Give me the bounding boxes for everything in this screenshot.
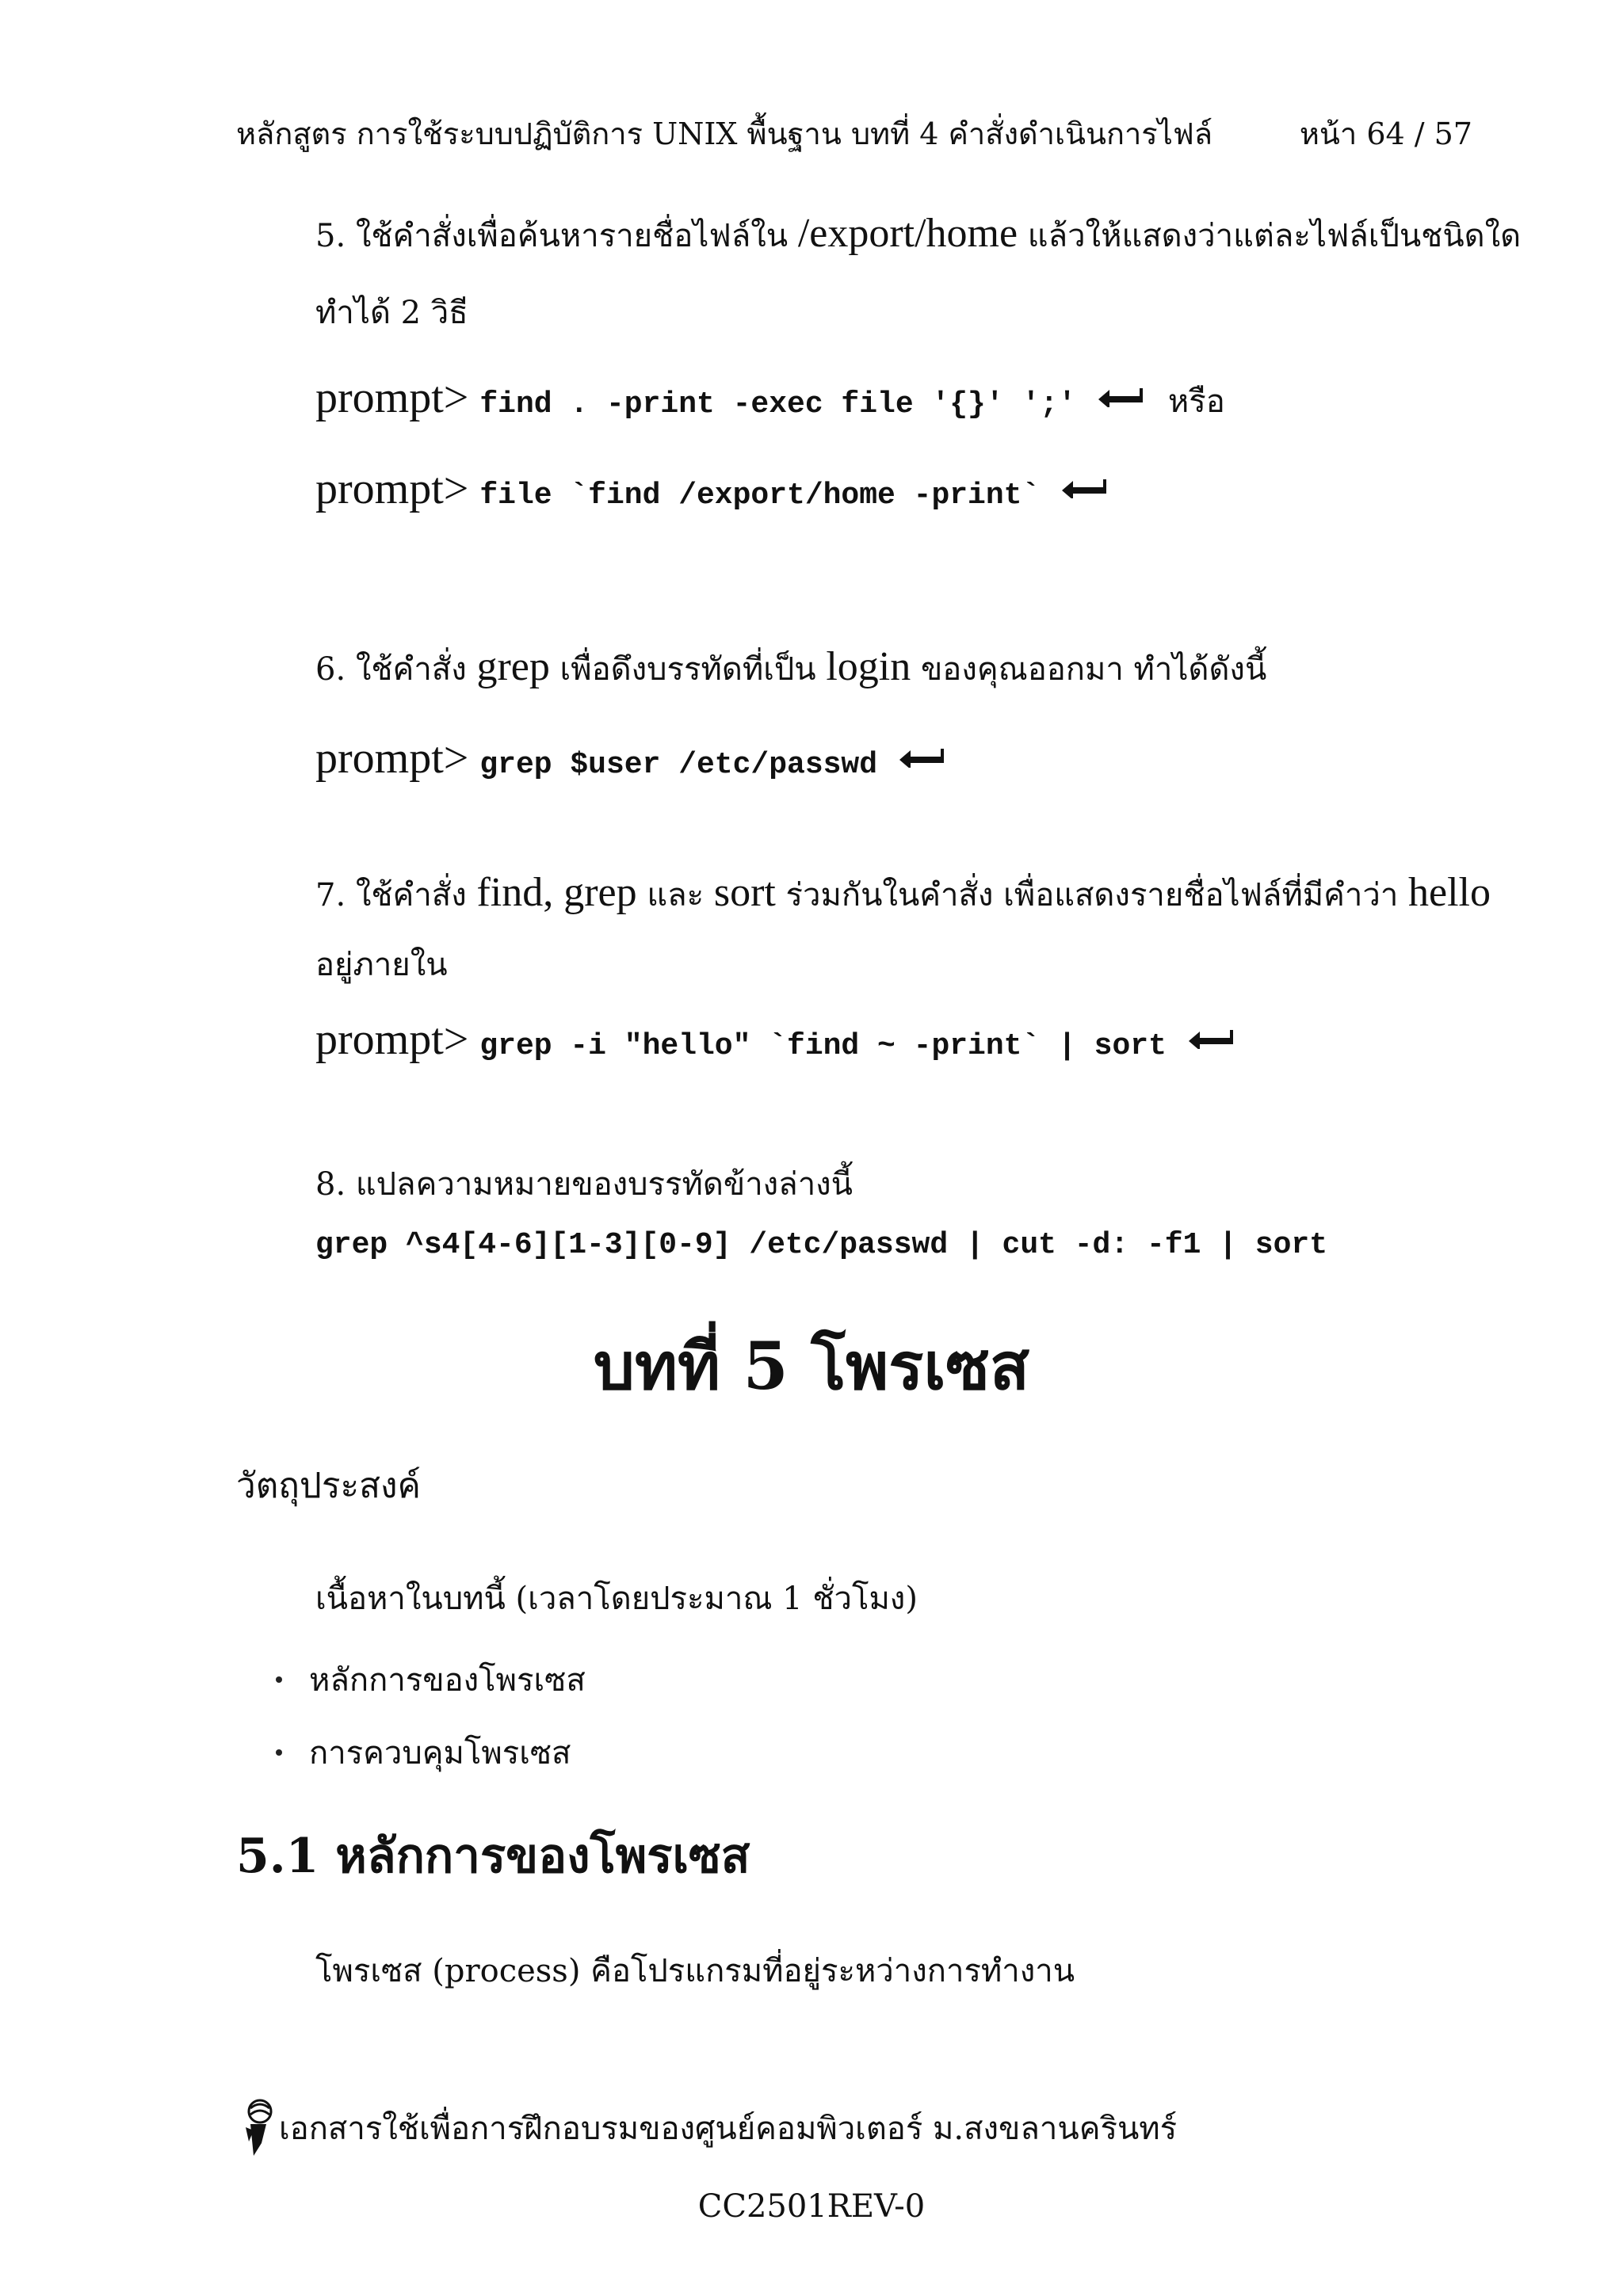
q5-cmd2: file `find /export/home -print` xyxy=(479,479,1041,513)
q6-command xyxy=(315,733,945,784)
bullet-text: การควบคุมโพรเซส xyxy=(309,1735,571,1772)
enter-arrow-icon xyxy=(1097,385,1144,407)
objective-intro: เนื้อหาในบทนี้ (เวลาโดยประมาณ 1 ชั่วโมง) xyxy=(315,1581,918,1617)
chapter-title: บทที่ 5 โพรเซส xyxy=(593,1329,1030,1405)
question-7-line-1 xyxy=(315,869,1491,920)
q7-sort: sort xyxy=(713,870,776,915)
question-8-line: 8. แปลความหมายของบรรทัดข้างล่างนี้ xyxy=(315,1166,854,1203)
q7-hello: hello xyxy=(1408,870,1491,915)
q7-text-b: และ xyxy=(636,877,714,913)
question-5-line-1 xyxy=(315,210,1521,261)
footer-note-text: เอกสารใช้เพื่อการฝึกอบรมของศูนย์คอมพิวเตอร์ ม.สงขลานครินทร์ xyxy=(279,2111,1178,2147)
q6-cmd: grep $user /etc/passwd xyxy=(479,748,878,782)
objective-bullet-2 xyxy=(276,1727,571,1778)
q5-cmd1: find . -print -exec file '{}' ';' xyxy=(479,387,1076,421)
footer-note xyxy=(239,2096,1177,2161)
q7-cmds: find, grep xyxy=(476,870,637,915)
section-paragraph: โพรเซส (process) คือโปรแกรมที่อยู่ระหว่างการทำงาน xyxy=(315,1953,1075,1989)
q7-text-c: ร่วมกันในคำสั่ง เพื่อแสดงรายชื่อไฟล์ที่มีคำว่า xyxy=(775,877,1409,913)
q6-text-a: 6. ใช้คำสั่ง xyxy=(315,651,477,688)
enter-arrow-icon xyxy=(898,746,945,768)
bullet-icon xyxy=(276,1676,282,1683)
prompt-label: prompt> xyxy=(315,1015,469,1064)
q7-text-a: 7. ใช้คำสั่ง xyxy=(315,877,477,913)
question-5-line-2: ทำได้ 2 วิธี xyxy=(315,295,468,331)
q5-or: หรือ xyxy=(1167,383,1225,420)
q5-text-a: 5. ใช้คำสั่งเพื่อค้นหารายชื่อไฟล์ใน xyxy=(315,218,798,254)
q5-command-1 xyxy=(315,372,1225,426)
q6-text-b: เพื่อดึงบรรทัดที่เป็น xyxy=(549,651,827,688)
objective-heading: วัตถุประสงค์ xyxy=(236,1466,421,1506)
question-6-line xyxy=(315,643,1266,694)
q7-cmd: grep -i "hello" `find ~ -print` | sort xyxy=(479,1029,1167,1063)
header-page-number: หน้า 64 / 57 xyxy=(1299,116,1472,151)
q6-login: login xyxy=(826,644,911,689)
footer-doc-code: CC2501REV-0 xyxy=(697,2188,926,2225)
bullet-icon xyxy=(276,1749,282,1756)
section-title: 5.1 หลักการของโพรเซส xyxy=(236,1829,750,1884)
objective-bullet-1 xyxy=(276,1654,586,1705)
enter-arrow-icon xyxy=(1060,476,1108,498)
header-course-title: หลักสูตร การใช้ระบบปฏิบัติการ UNIX พื้นฐาน บทที่ 4 คำสั่งดำเนินการไฟล์ xyxy=(236,116,1213,151)
q6-text-c: ของคุณออกมา ทำได้ดังนี้ xyxy=(911,651,1267,688)
question-7-line-2: อยู่ภายใน xyxy=(315,947,448,983)
q5-path: /export/home xyxy=(797,211,1018,256)
q5-text-b: แล้วให้แสดงว่าแต่ละไฟล์เป็นชนิดใด xyxy=(1018,218,1522,254)
q5-command-2 xyxy=(315,463,1108,514)
logo-icon xyxy=(239,2096,274,2161)
q7-command xyxy=(315,1014,1235,1065)
bullet-text: หลักการของโพรเซส xyxy=(309,1662,586,1699)
enter-arrow-icon xyxy=(1187,1027,1235,1049)
q6-grep: grep xyxy=(476,644,550,689)
prompt-label: prompt> xyxy=(315,734,469,783)
prompt-label: prompt> xyxy=(315,464,469,513)
prompt-label: prompt> xyxy=(315,373,469,422)
page-header xyxy=(236,109,1472,158)
q8-cmd: grep ^s4[4-6][1-3][0-9] /etc/passwd | cut -d: -f1 | sort xyxy=(315,1228,1328,1262)
